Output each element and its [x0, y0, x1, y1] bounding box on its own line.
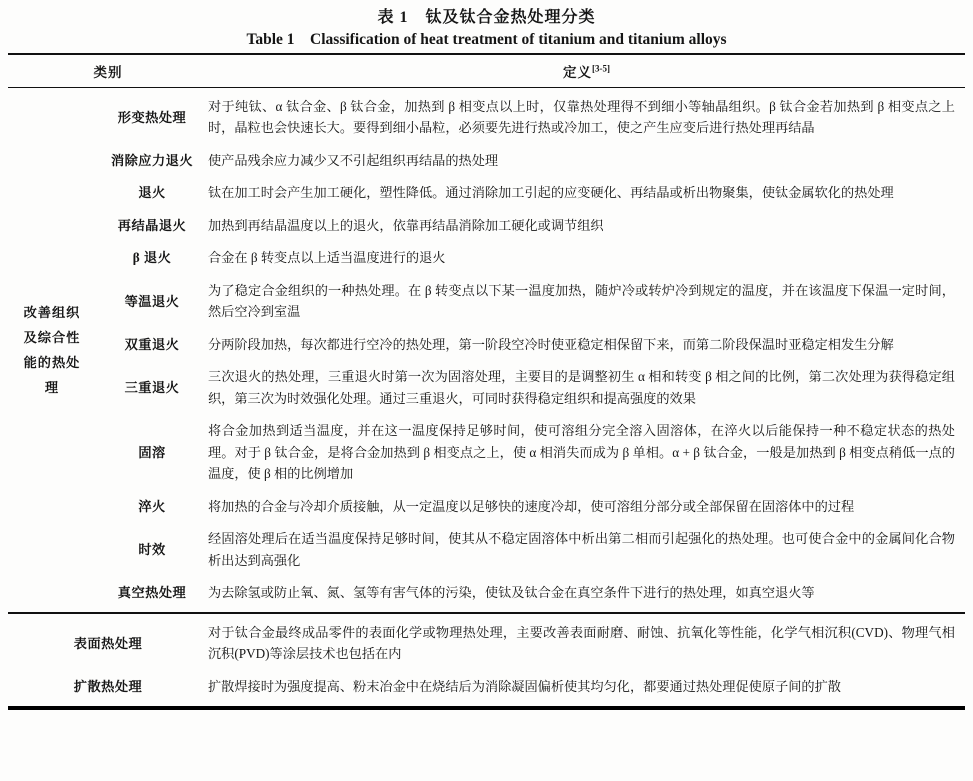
table-caption-en: Table 1 Classification of heat treatment of titanium and titanium alloys	[246, 31, 727, 48]
table-caption	[0, 0, 973, 51]
category-cell: 三重退火	[124, 380, 180, 395]
definition-cell: 经固溶处理后在适当温度保持足够时间，使其从不稳定固溶体中析出第二相而引起强化的热处理。也可使合金中的金属间化合物析出达到高强化	[208, 531, 955, 568]
category-cell: 淬火	[138, 498, 166, 514]
definition-cell: 对于钛合金最终成品零件的表面化学或物理热处理，主要改善表面耐磨、耐蚀、抗氧化等性能，化学气相沉积(CVD)、物理气相沉积(PVD)等涂层技术也包括在内	[208, 624, 955, 661]
category-cell: 真空热处理	[117, 585, 187, 601]
main-section	[8, 88, 965, 612]
category-cell: 扩散热处理	[73, 678, 143, 694]
table-header-row	[8, 53, 965, 88]
category-cell: 双重退火	[124, 336, 180, 352]
header-definition-label: 定义	[563, 65, 592, 80]
category-cell: 退火	[138, 185, 166, 201]
category-cell: 消除应力退火	[110, 152, 194, 168]
group-label: 改善组织及综合性能的热处理	[23, 304, 81, 395]
definition-cell: 加热到再结晶温度以上的退火，依靠再结晶消除加工硬化或调节组织	[208, 217, 604, 233]
category-cell: 形变热处理	[117, 109, 187, 125]
definition-cell: 扩散焊接时为强度提高、粉末冶金中在烧结后为消除凝固偏析使其均匀化，都要通过热处理促使原子间的扩散	[208, 678, 841, 694]
header-definition	[208, 61, 965, 81]
definition-cell: 为去除氢或防止氧、氮、氢等有害气体的污染，使钛及钛合金在真空条件下进行的热处理，如真空退火等	[208, 585, 815, 600]
definition-cell: 三次退火的热处理，三重退火时第一次为固溶处理，主要目的是调整初生 α 相和转变 β 相之间的比例，第二次处理为获得稳定组织，第三次为时效强化处理。通过三重退火，可同时获得稳定组织和提高强度的效果	[208, 369, 955, 406]
header-definition-reference: [3-5]	[592, 63, 610, 74]
definition-cell: 将加热的合金与冷却介质接触，从一定温度以足够快的速度冷却，使可溶组分部分或全部保留在固溶体中的过程	[208, 498, 855, 514]
category-cell: 等温退火	[124, 293, 180, 309]
definition-cell: 钛在加工时会产生加工硬化，塑性降低。通过消除加工引起的应变硬化、再结晶或析出物聚集，使钛金属软化的热处理	[208, 185, 894, 200]
category-cell: 时效	[138, 542, 166, 557]
category-cell: 表面热处理	[73, 635, 143, 651]
classification-table	[8, 53, 965, 710]
definition-cell: 使产品残余应力减少又不引起组织再结晶的热处理	[208, 152, 499, 168]
table-caption-zh: 表 1 钛及钛合金热处理分类	[377, 9, 596, 26]
category-cell: 固溶	[138, 444, 166, 460]
category-cell: β 退火	[132, 250, 172, 266]
header-category: 类别	[93, 65, 123, 80]
definition-cell: 对于纯钛、α 钛合金、β 钛合金，加热到 β 相变点以上时，仅靠热处理得不到细小等轴晶组织。β 钛合金若加热到 β 相变点之上时，晶粒也会快速长大。要得到细小晶粒，必须要先进行热或冷加工，使之产生应变后进行热处理再结晶	[208, 98, 955, 135]
category-cell: 再结晶退火	[117, 217, 187, 233]
definition-cell: 为了稳定合金组织的一种热处理。在 β 转变点以下某一温度加热，随炉冷或转炉冷到规定的温度，并在该温度下保温一定时间，然后空冷到室温	[208, 282, 955, 319]
definition-cell: 将合金加热到适当温度，并在这一温度保持足够时间，使可溶组分完全溶入固溶体，在淬火以后能保持一种不稳定状态的热处理。对于 β 钛合金，是将合金加热到 β 相变点之上，使 α 相消失而成为 β 单相。α + β 钛合金，一般是加热到 β 相变点稍低一点的温度，使 β 相的比例增加	[208, 423, 955, 481]
definition-cell: 合金在 β 转变点以上适当温度进行的退火	[208, 250, 446, 265]
bottom-section	[8, 612, 965, 710]
definition-cell: 分两阶段加热，每次都进行空冷的热处理，第一阶段空冷时使亚稳定相保留下来，而第二阶段保温时亚稳定相发生分解	[208, 336, 894, 352]
